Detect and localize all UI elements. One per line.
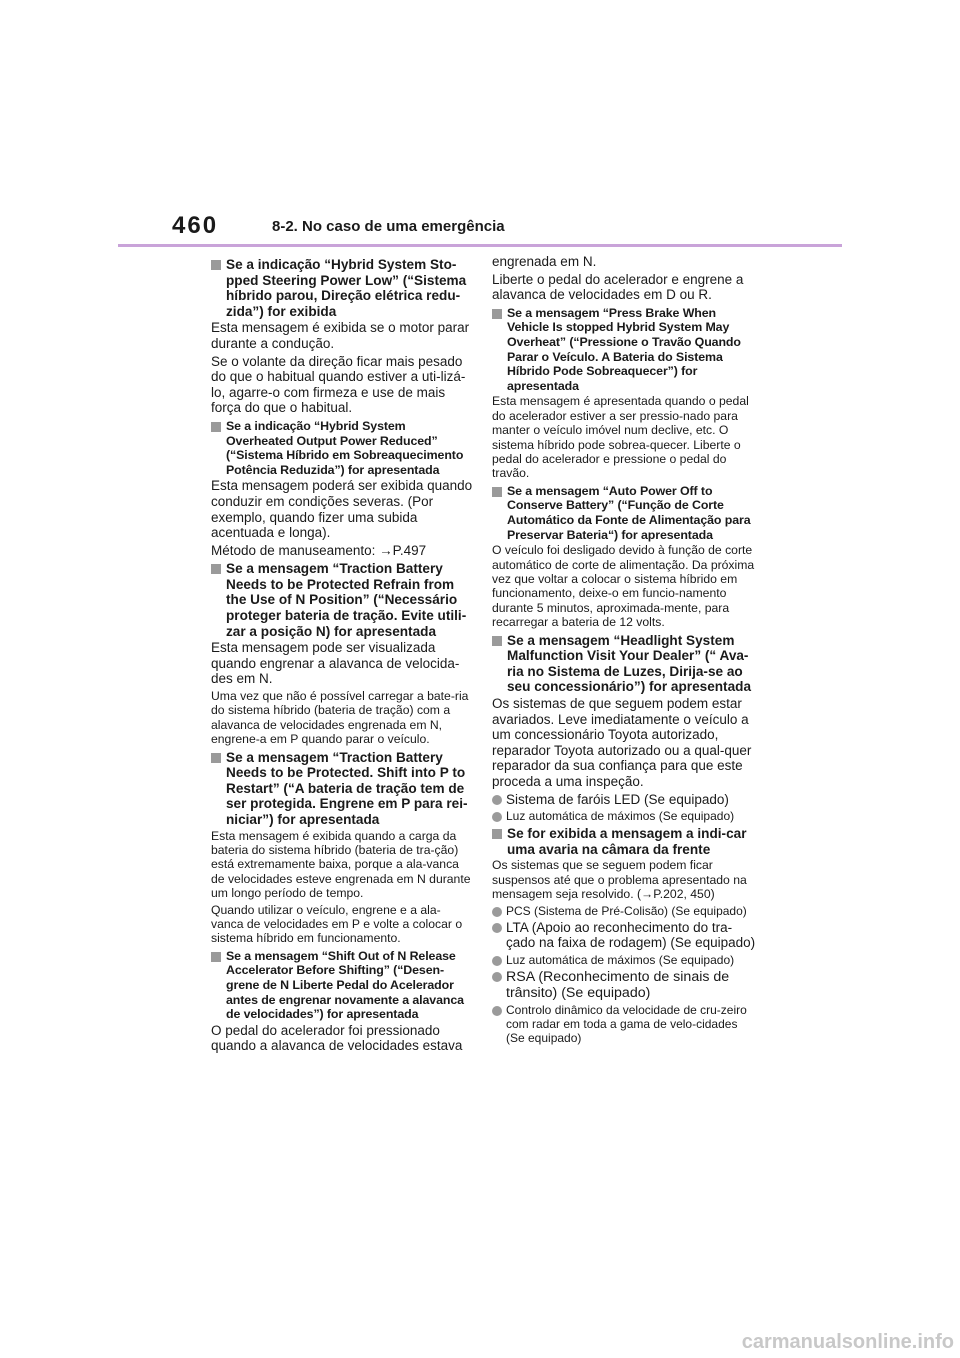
- bullet-text: Luz automática de máximos (Se equipado): [506, 952, 735, 967]
- section-title: 8-2. No caso de uma emergência: [272, 218, 505, 235]
- circle-bullet-icon: [492, 907, 502, 917]
- section-heading: [211, 419, 473, 477]
- paragraph: Esta mensagem é exibida se o motor parar durante a condução.: [211, 320, 470, 351]
- paragraph: O pedal do acelerador foi pressionado quando a alavanca de velocidades estava: [211, 1022, 463, 1054]
- heading-text: Se a mensagem “Traction Battery Needs to be Protected Refrain from the Use of N Position” (“Necessário proteger bateria de tração. Evite utili-zar a posição N) for apresentada: [226, 561, 467, 639]
- circle-bullet-icon: [492, 1006, 502, 1016]
- circle-bullet-icon: [492, 956, 502, 966]
- paragraph: Se o volante da direção ficar mais pesado do que o habitual quando estiver a uti-lizá-lo, agarre-o com firmeza e use de mais força do que o habitual.: [211, 353, 466, 416]
- bullet-item: [492, 1003, 758, 1045]
- bullet-text: LTA (Apoio ao reconhecimento do tra-çado na faixa de rodagem) (Se equipado): [506, 919, 756, 951]
- header-divider: [118, 244, 842, 247]
- heading-text: Se a mensagem “Headlight System Malfunction Visit Your Dealer” (“ Ava-ria no Sistema de Luzes, Dirija-se ao seu concessionário”) for apresentada: [507, 632, 752, 695]
- section-heading: [211, 561, 473, 639]
- heading-text: Se a mensagem “Auto Power Off to Conserve Battery” (“Função de Corte Automático da Fonte de Alimentação para Preservar Bateria“) for apresentada: [507, 483, 751, 542]
- paragraph: Esta mensagem poderá ser exibida quando conduzir em condições severas. (Por exemplo, quando fizer uma subida acentuada e longa).: [211, 478, 473, 541]
- section-heading: [211, 257, 473, 319]
- heading-text: Se a mensagem “Traction Battery Needs to be Protected. Shift into P to Restart” (“A bateria de tração tem de ser protegida. Engrene em P para rei-niciar”) for apresentada: [226, 749, 468, 828]
- left-column: [211, 254, 473, 1056]
- right-column: [492, 254, 758, 1047]
- section-heading: [492, 633, 758, 695]
- watermark: carmanualsonline.info: [741, 1331, 954, 1353]
- paragraph: Método de manuseamento: →P.497: [211, 542, 427, 558]
- section-heading: [492, 306, 758, 394]
- page-number: 460: [172, 212, 219, 239]
- paragraph: Esta mensagem é exibida quando a carga da bateria do sistema híbrido (bateria de tra-ção) está extremamente baixa, porque a ala-vanca de velocidades esteve engrenada em N durante um longo período de tempo.: [211, 828, 471, 901]
- bullet-text: RSA (Reconhecimento de sinais de trânsito) (Se equipado): [506, 968, 730, 1001]
- square-bullet-icon: [211, 753, 221, 763]
- bullet-item: [492, 809, 758, 823]
- bullet-item: [492, 904, 758, 918]
- square-bullet-icon: [492, 487, 502, 497]
- heading-text: Se a indicação “Hybrid System Sto-pped Steering Power Low” (“Sistema híbrido parou, Direção elétrica redu-zida”) for exibida: [226, 257, 467, 319]
- square-bullet-icon: [492, 829, 502, 839]
- paragraph: engrenada em N.: [492, 254, 597, 269]
- section-heading: [492, 826, 758, 857]
- paragraph: Liberte o pedal do acelerador e engrene a alavanca de velocidades em D ou R.: [492, 271, 744, 303]
- bullet-item: [492, 792, 758, 808]
- section-heading: [492, 484, 758, 542]
- section-heading: [211, 949, 473, 1022]
- bullet-text: PCS (Sistema de Pré-Colisão) (Se equipado): [506, 903, 747, 918]
- heading-text: Se a indicação “Hybrid System Overheated Output Power Reduced” (“Sistema Híbrido em Sobreaquecimento Potência Reduzida”) for apresentada: [226, 418, 464, 477]
- circle-bullet-icon: [492, 812, 502, 822]
- square-bullet-icon: [211, 260, 221, 270]
- circle-bullet-icon: [492, 923, 502, 933]
- heading-text: Se a mensagem “Press Brake When Vehicle Is stopped Hybrid System May Overheat” (“Pressione o Travão Quando Parar o Veículo. A Bateria do Sistema Híbrido Pode Sobreaquecer”) for apresentada: [507, 305, 741, 393]
- paragraph: Os sistemas que se seguem podem ficar suspensos até que o problema apresentado na mensagem seja resolvido. (→P.202, 450): [492, 858, 747, 902]
- circle-bullet-icon: [492, 795, 502, 805]
- square-bullet-icon: [211, 564, 221, 574]
- bullet-text: Controlo dinâmico da velocidade de cru-zeiro com radar em toda a gama de velo-cidades (Se equipado): [506, 1002, 747, 1045]
- paragraph: Uma vez que não é possível carregar a bate-ria do sistema híbrido (bateria de tração) com a alavanca de velocidades engrenada em N, engrene-a em P quando parar o veículo.: [211, 689, 469, 747]
- circle-bullet-icon: [492, 972, 502, 982]
- section-heading: [211, 750, 473, 828]
- heading-text: Se a mensagem “Shift Out of N Release Accelerator Before Shifting” (“Desen-grene de N Liberte Pedal do Acelerador antes de engrenar novamente a alavanca de velocidades”) for apresentada: [226, 948, 464, 1022]
- bullet-text: Sistema de faróis LED (Se equipado): [506, 791, 729, 807]
- bullet-item: [492, 920, 758, 951]
- square-bullet-icon: [211, 952, 221, 962]
- heading-text: Se for exibida a mensagem a indi-car uma avaria na câmara da frente: [507, 826, 747, 857]
- paragraph: Esta mensagem é apresentada quando o pedal do acelerador estiver a ser pressio-nado para manter o veículo imóvel num declive, etc. O sistema híbrido pode sobrea-quecer. Liberte o pedal do acelerador e pressione o pedal do travão.: [492, 394, 749, 481]
- paragraph: Esta mensagem pode ser visualizada quando engrenar a alavanca de velocida-des em N.: [211, 640, 460, 687]
- square-bullet-icon: [492, 309, 502, 319]
- paragraph: Quando utilizar o veículo, engrene e a ala-vanca de velocidades em P e volte a colocar o sistema híbrido em funcionamento.: [211, 902, 463, 946]
- paragraph: Os sistemas de que seguem podem estar avariados. Leve imediatamente o veículo a um concessionário Toyota autorizado, reparador Toyota autorizado ou a qual-quer reparador da sua confiança para que este proceda a uma inspeção.: [492, 695, 752, 789]
- bullet-item: [492, 953, 758, 967]
- bullet-item: [492, 969, 758, 1001]
- square-bullet-icon: [492, 636, 502, 646]
- bullet-text: Luz automática de máximos (Se equipado): [506, 809, 735, 824]
- square-bullet-icon: [211, 422, 221, 432]
- paragraph: O veículo foi desligado devido à função de corte automático de corte de alimentação. Da próxima vez que voltar a colocar o sistema híbrido em funcionamento, deixe-o em funcio-namento durante 5 minutos, aproximada-mente, para recarregar a bateria de 12 volts.: [492, 543, 755, 630]
